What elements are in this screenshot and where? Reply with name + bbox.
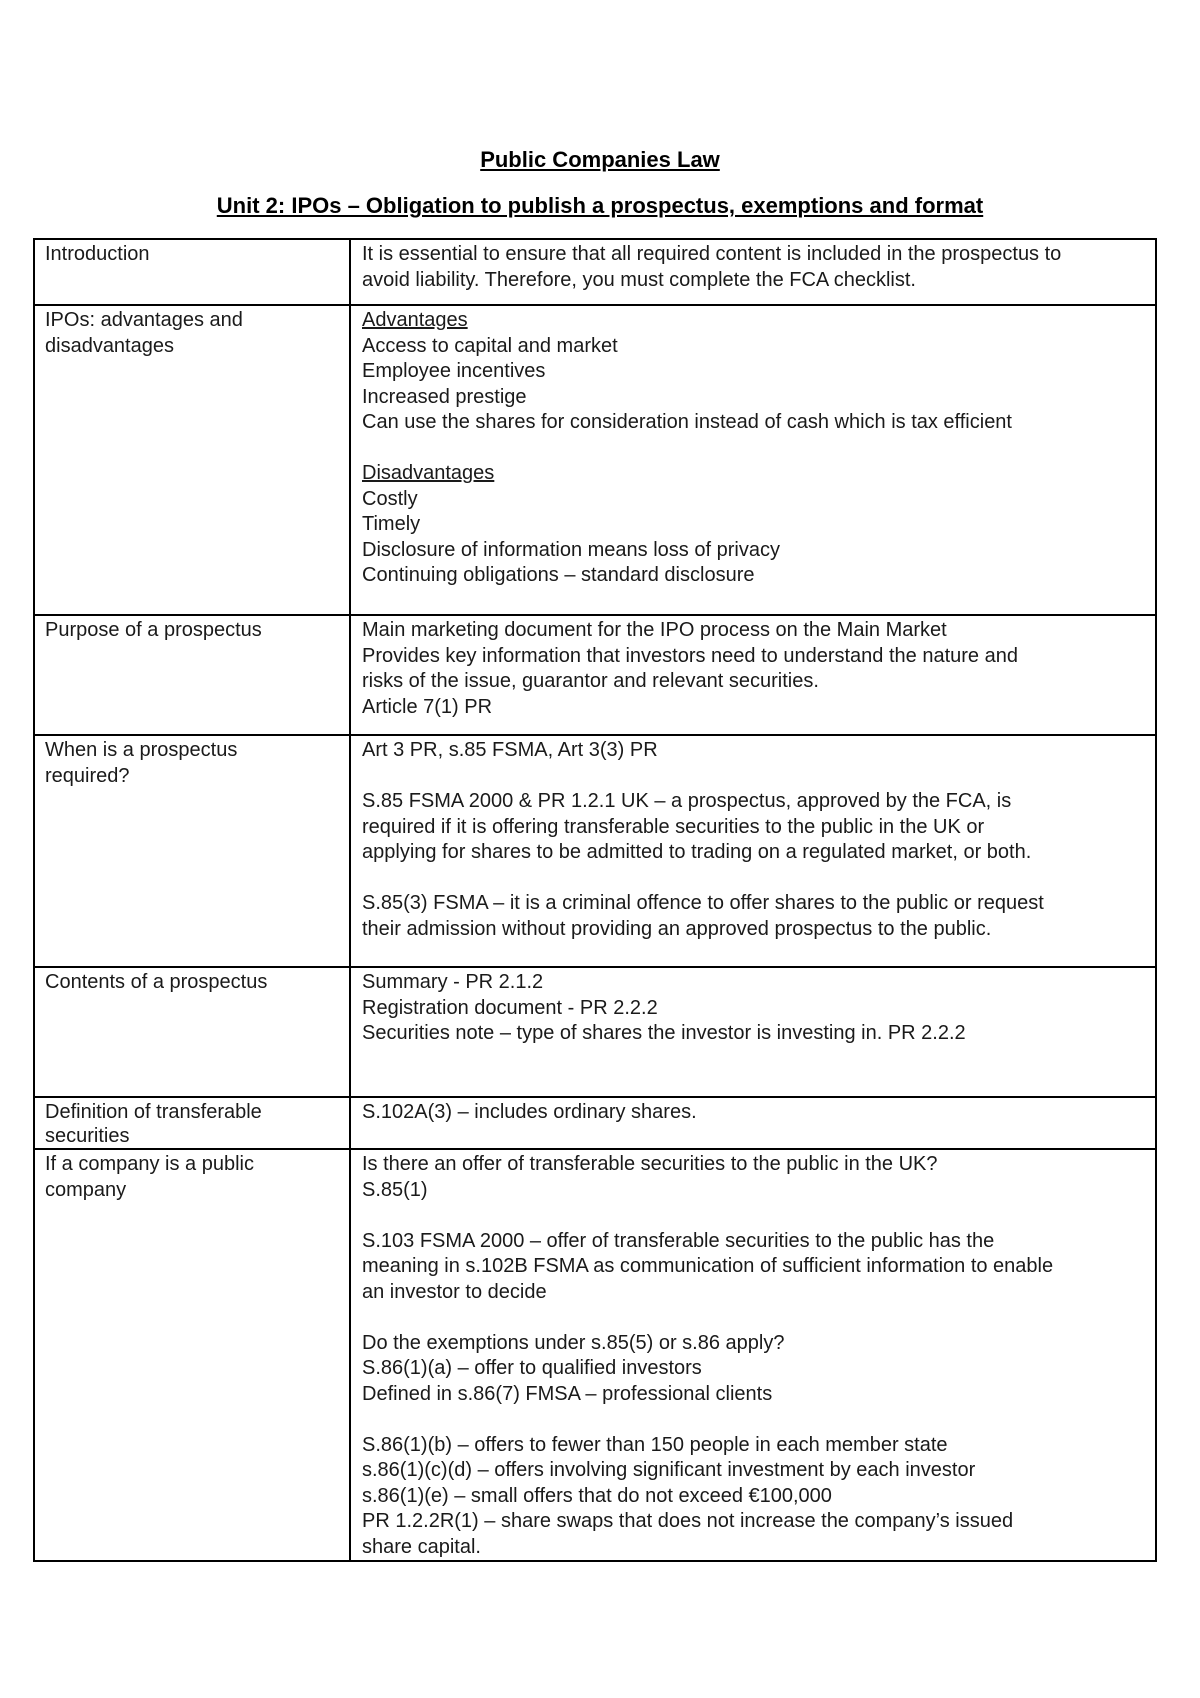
table-row-purpose xyxy=(35,616,1155,736)
list-item: Increased prestige xyxy=(362,385,527,408)
content-line: S.86(1)(a) – offer to qualified investors xyxy=(362,1357,702,1379)
content-line: Defined in s.86(7) FMSA – professional clients xyxy=(362,1382,773,1405)
content-line: S.85(3) FSMA – it is a criminal offence to offer shares to the public or request xyxy=(362,892,1044,914)
list-item: Timely xyxy=(362,513,421,535)
row-content xyxy=(351,616,1155,734)
content-line: Registration document - PR 2.2.2 xyxy=(362,996,658,1019)
content-line: S.103 FSMA 2000 – offer of transferable securities to the public has the xyxy=(362,1229,995,1252)
content-line: Do the exemptions under s.85(5) or s.86 apply? xyxy=(362,1331,785,1354)
document-title: Public Companies Law xyxy=(480,147,720,172)
content-line: PR 1.2.2R(1) – share swaps that does not increase the company’s issued xyxy=(362,1510,1014,1532)
table-row-advantages-disadvantages xyxy=(35,306,1155,616)
content-line: Provides key information that investors need to understand the nature and xyxy=(362,644,1018,667)
row-label xyxy=(35,616,351,734)
content-line: meaning in s.102B FSMA as communication of sufficient information to enable xyxy=(362,1255,1054,1277)
label-line: IPOs: advantages and xyxy=(45,309,243,331)
list-item: Employee incentives xyxy=(362,360,546,382)
label-line: required? xyxy=(45,764,130,787)
table-row-definition xyxy=(35,1098,1155,1150)
table-row-contents xyxy=(35,968,1155,1098)
label-line: Definition of transferable xyxy=(45,1101,262,1123)
content-line: risks of the issue, guarantor and relevant securities. xyxy=(362,670,819,692)
label-line: disadvantages xyxy=(45,334,174,357)
content-line: S.102A(3) – includes ordinary shares. xyxy=(362,1101,697,1123)
list-item: Can use the shares for consideration instead of cash which is tax efficient xyxy=(362,411,1012,433)
content-line: S.85(1) xyxy=(362,1178,428,1201)
content-line: applying for shares to be admitted to trading on a regulated market, or both. xyxy=(362,841,1032,863)
list-item: Continuing obligations – standard disclosure xyxy=(362,564,755,586)
advantages-heading: Advantages xyxy=(362,309,468,331)
row-content xyxy=(351,1150,1155,1560)
disadvantages-heading: Disadvantages xyxy=(362,462,495,484)
table-row-introduction xyxy=(35,240,1155,306)
label-line: When is a prospectus xyxy=(45,739,238,761)
label-line: Introduction xyxy=(45,243,150,265)
content-line: their admission without providing an approved prospectus to the public. xyxy=(362,917,992,940)
document-subtitle: Unit 2: IPOs – Obligation to publish a prospectus, exemptions and format xyxy=(216,193,984,218)
content-line: S.85 FSMA 2000 & PR 1.2.1 UK – a prospectus, approved by the FCA, is xyxy=(362,790,1012,812)
content-line: an investor to decide xyxy=(362,1280,547,1303)
row-label xyxy=(35,736,351,966)
table-row-public-company xyxy=(35,1150,1155,1560)
content-line: It is essential to ensure that all required content is included in the prospectus to xyxy=(362,243,1062,265)
list-item: Costly xyxy=(362,487,418,510)
content-line: avoid liability. Therefore, you must complete the FCA checklist. xyxy=(362,268,916,291)
list-item: Disclosure of information means loss of privacy xyxy=(362,538,780,561)
content-line: S.86(1)(b) – offers to fewer than 150 people in each member state xyxy=(362,1433,948,1456)
row-label xyxy=(35,1098,351,1148)
content-line: share capital. xyxy=(362,1535,481,1558)
row-label xyxy=(35,968,351,1096)
label-line: Contents of a prospectus xyxy=(45,971,268,993)
content-line: Summary - PR 2.1.2 xyxy=(362,971,544,993)
row-content xyxy=(351,306,1155,614)
content-line: required if it is offering transferable securities to the public in the UK or xyxy=(362,815,985,838)
row-content xyxy=(351,968,1155,1096)
label-line: company xyxy=(45,1178,127,1201)
table-row-when-required xyxy=(35,736,1155,968)
row-content xyxy=(351,1098,1155,1148)
label-line: securities xyxy=(45,1124,130,1147)
notes-table xyxy=(33,238,1157,1562)
content-line: Art 3 PR, s.85 FSMA, Art 3(3) PR xyxy=(362,739,658,761)
label-line: If a company is a public xyxy=(45,1153,254,1175)
content-line: Securities note – type of shares the investor is investing in. PR 2.2.2 xyxy=(362,1022,966,1044)
row-label xyxy=(35,1150,351,1560)
content-line: s.86(1)(c)(d) – offers involving significant investment by each investor xyxy=(362,1459,976,1481)
content-line: Article 7(1) PR xyxy=(362,695,493,718)
row-content xyxy=(351,736,1155,966)
row-content xyxy=(351,240,1155,304)
content-line: Is there an offer of transferable securities to the public in the UK? xyxy=(362,1153,938,1175)
content-line: Main marketing document for the IPO process on the Main Market xyxy=(362,619,947,641)
label-line: Purpose of a prospectus xyxy=(45,619,262,641)
list-item: Access to capital and market xyxy=(362,334,618,357)
row-label xyxy=(35,240,351,304)
content-line: s.86(1)(e) – small offers that do not exceed €100,000 xyxy=(362,1484,832,1507)
row-label xyxy=(35,306,351,614)
